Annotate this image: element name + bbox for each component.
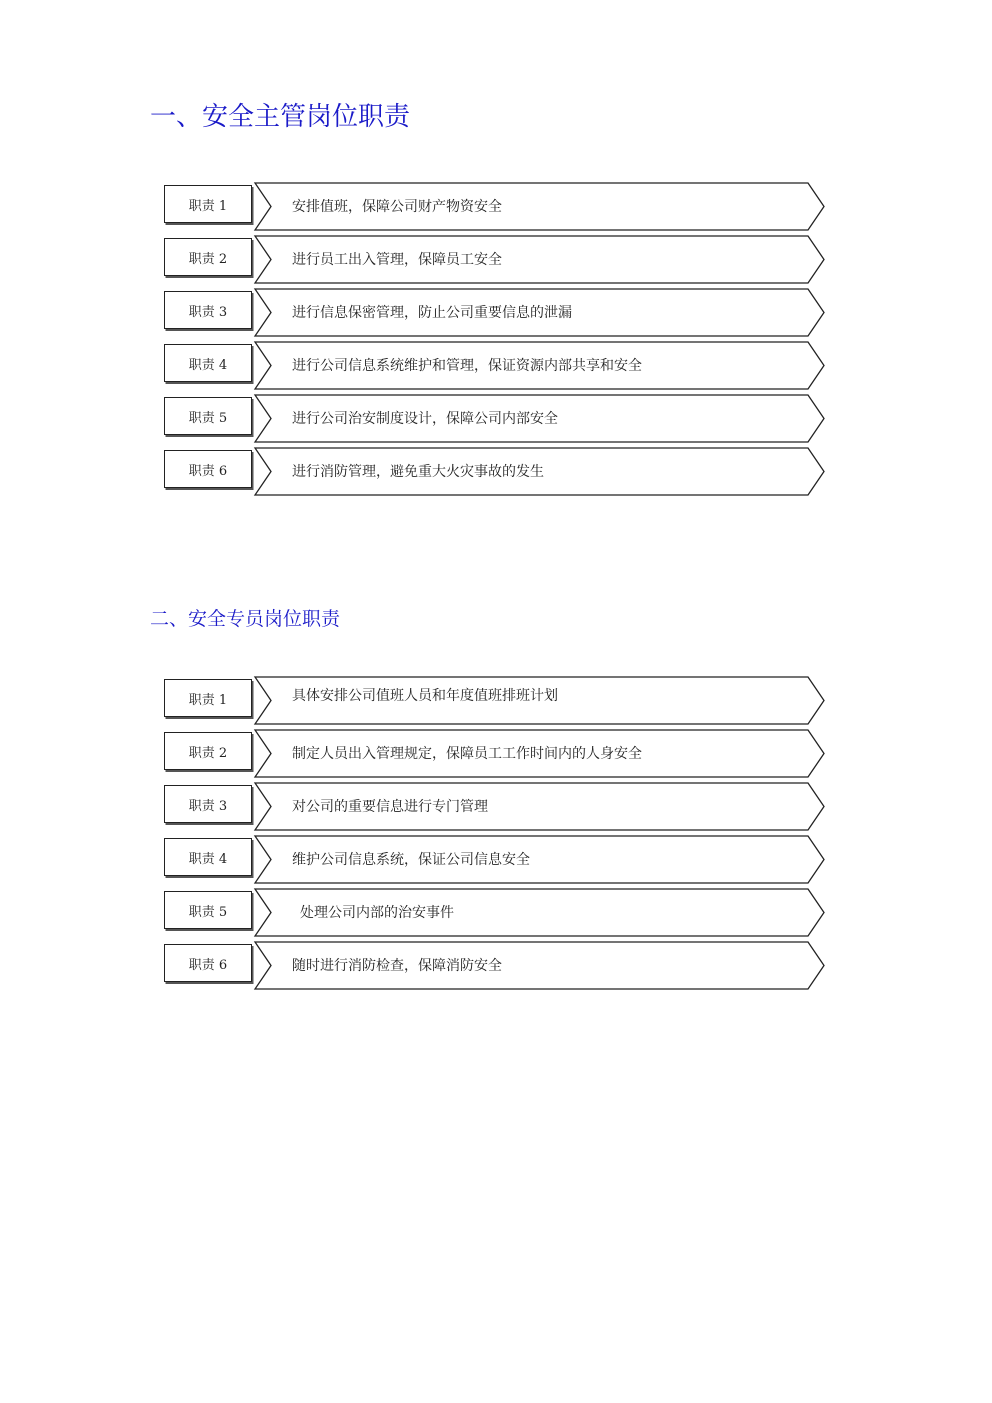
- duty-text: 维护公司信息系统，保证公司信息安全: [292, 852, 530, 868]
- duty-row: [164, 288, 826, 337]
- duty-label: 职责 3: [164, 785, 252, 823]
- duty-text: 进行消防管理，避免重大火灾事故的发生: [292, 464, 544, 480]
- duty-label: 职责 1: [164, 185, 252, 223]
- duty-text: 处理公司内部的治安事件: [300, 905, 454, 921]
- duty-row: [164, 235, 826, 284]
- section-title-specialist: 二、安全专员岗位职责: [150, 608, 341, 630]
- duty-label: 职责 5: [164, 891, 252, 929]
- duty-label: 职责 6: [164, 450, 252, 488]
- duty-row: [164, 341, 826, 390]
- duty-text: 随时进行消防检查，保障消防安全: [292, 958, 502, 974]
- duty-text: 对公司的重要信息进行专门管理: [292, 799, 488, 815]
- duty-row: [164, 782, 826, 831]
- duty-text: 进行员工出入管理，保障员工安全: [292, 252, 502, 268]
- duty-row: [164, 941, 826, 990]
- duty-label: 职责 6: [164, 944, 252, 982]
- duty-label: 职责 4: [164, 838, 252, 876]
- duty-row: [164, 888, 826, 937]
- duty-row: [164, 394, 826, 443]
- duty-text: 进行公司信息系统维护和管理，保证资源内部共享和安全: [292, 358, 642, 374]
- duty-row: [164, 676, 826, 725]
- duty-label: 职责 2: [164, 732, 252, 770]
- duty-label: 职责 4: [164, 344, 252, 382]
- specialist-duty-list: [164, 676, 826, 994]
- duty-text: 安排值班，保障公司财产物资安全: [292, 199, 502, 215]
- duty-text: 具体安排公司值班人员和年度值班排班计划: [292, 688, 558, 704]
- duty-label: 职责 5: [164, 397, 252, 435]
- duty-row: [164, 447, 826, 496]
- duty-row: [164, 835, 826, 884]
- duty-row: [164, 729, 826, 778]
- section-title-supervisor: 一、安全主管岗位职责: [150, 102, 411, 132]
- duty-row: [164, 182, 826, 231]
- supervisor-duty-list: [164, 182, 826, 500]
- duty-text: 进行公司治安制度设计，保障公司内部安全: [292, 411, 558, 427]
- duty-text: 制定人员出入管理规定，保障员工工作时间内的人身安全: [292, 746, 642, 762]
- duty-label: 职责 3: [164, 291, 252, 329]
- duty-label: 职责 2: [164, 238, 252, 276]
- duty-label: 职责 1: [164, 679, 252, 717]
- duty-text: 进行信息保密管理，防止公司重要信息的泄漏: [292, 305, 572, 321]
